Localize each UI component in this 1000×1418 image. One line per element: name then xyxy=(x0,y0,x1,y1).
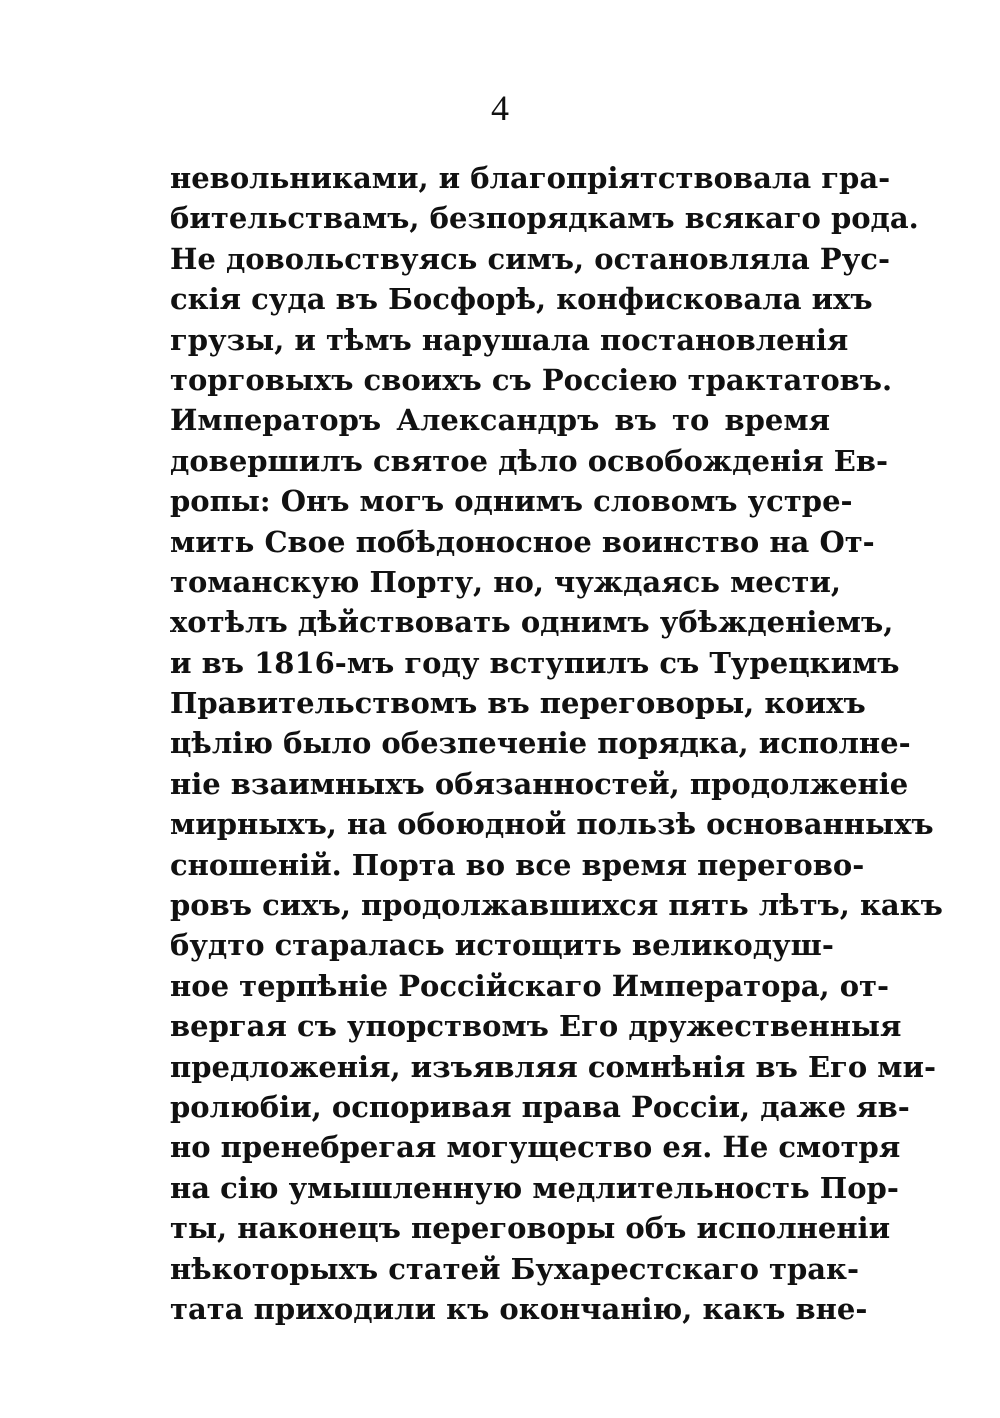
text-line: ты, наконецъ переговоры объ исполненіи xyxy=(170,1211,891,1246)
text-line: довершилъ святое дѣло освобожденія Ев- xyxy=(170,443,889,478)
text-line: Правительствомъ въ переговоры, коихъ xyxy=(170,686,866,721)
text-line: на сію умышленную медлительность Пор- xyxy=(170,1170,899,1205)
text-line: томанскую Порту, но, чуждаясь мести, xyxy=(170,564,841,599)
page-number: 4 xyxy=(491,88,509,128)
text-line: и въ 1816-мъ году вступилъ съ Турецкимъ xyxy=(170,645,900,680)
text-line: нѣкоторыхъ статей Бухарестскаго трак- xyxy=(170,1251,860,1286)
text-line: цѣлію было обезпеченіе порядка, исполне- xyxy=(170,726,911,761)
text-line: ропы: Онъ могъ однимъ словомъ устре- xyxy=(170,484,853,519)
text-line: мирныхъ, на обоюдной пользѣ основанныхъ xyxy=(170,807,934,842)
text-line: мить Свое побѣдоносное воинство на От- xyxy=(170,524,875,559)
text-line: ровъ сихъ, продолжавшихся пять лѣтъ, какъ xyxy=(170,888,943,923)
text-line: ролюбіи, оспоривая права Россіи, даже яв- xyxy=(170,1089,910,1124)
text-line: но пренебрегая могущество ея. Не смотря xyxy=(170,1130,901,1165)
text-line: предложенія, изъявляя сомнѣнія въ Его ми- xyxy=(170,1049,937,1084)
text-line: торговыхъ своихъ съ Россiею трактатовъ. xyxy=(170,362,893,397)
text-line: тата приходили къ окончанію, какъ вне- xyxy=(170,1291,868,1326)
text-line: вергая съ упорствомъ Его дружественныя xyxy=(170,1009,902,1044)
text-line: ное терпѣніе Россійскаго Императора, от- xyxy=(170,968,890,1003)
text-line: хотѣлъ дѣйствовать однимъ убѣжденіемъ, xyxy=(170,605,894,640)
text-line: грузы, и тѣмъ нарушала постановленія xyxy=(170,322,849,357)
text-line: ніе взаимныхъ обязанностей, продолженіе xyxy=(170,766,909,801)
text-line: будто старалась истощить великодуш- xyxy=(170,928,834,963)
text-line: бительствамъ, безпорядкамъ всякаго рода. xyxy=(170,201,919,236)
text-line: Императоръ Александръ въ то время xyxy=(170,403,830,438)
text-line: скія суда въ Босфорѣ, конфисковала ихъ xyxy=(170,282,873,317)
text-line: Не довольствуясь симъ, остановляла Рус- xyxy=(170,241,890,276)
text-line: невольниками, и благопріятствовала гра- xyxy=(170,161,891,195)
body-text xyxy=(170,158,943,1329)
text-line: сношеній. Порта во все время перегово- xyxy=(170,847,865,882)
